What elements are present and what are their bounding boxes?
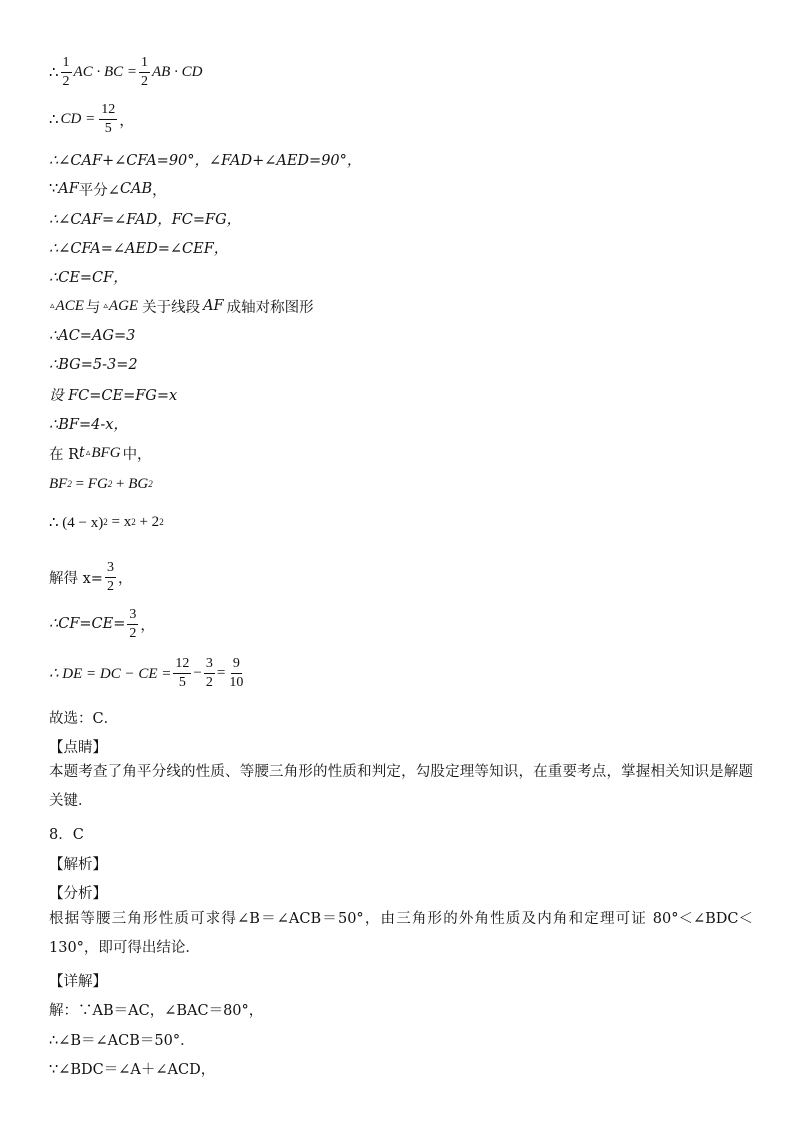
punctuation: ，: [140, 617, 155, 634]
equation-line-1: [49, 54, 203, 89]
segment-label: AF: [58, 181, 79, 197]
text-span: 与: [85, 299, 101, 316]
exponent: 2: [148, 479, 153, 489]
text-line-4: [49, 178, 167, 200]
fraction-one-half: $\frac{1}{2}$: [62, 54, 70, 89]
text-line-13: [49, 442, 152, 464]
text-span: 成轴对称图形: [226, 299, 314, 316]
exponent: 2: [131, 517, 136, 527]
triangle-label: ACE: [55, 297, 84, 314]
operator: =: [71, 475, 88, 492]
text-line-3: ∴∠CAF+∠CFA=90°，∠FAD+∠AED=90°，: [49, 152, 362, 169]
operator: +: [112, 475, 129, 492]
fenxi-paragraph: 根据等腰三角形性质可求得∠B＝∠ACB＝50°，由三角形的外角性质及内角和定理可证 80°＜∠BDC＜130°，即可得出结论．: [49, 911, 753, 956]
solution-line-2: ∴∠B＝∠ACB＝50°．: [49, 1032, 195, 1049]
because-symbol: ∵: [49, 181, 59, 197]
xiangjie-heading: 【详解】: [49, 973, 107, 990]
text-line-8: [49, 295, 314, 317]
triangle-icon: ▵: [103, 301, 108, 311]
text-line-9: ∴AC=AG=3: [49, 328, 136, 344]
triangle-label: BFG: [91, 444, 121, 461]
exponent: 2: [107, 479, 113, 489]
equation-rhs: AB · CD: [152, 63, 203, 80]
text-span: 平分∠: [78, 182, 120, 199]
punctuation: ，: [117, 570, 133, 587]
fraction: $\frac{9}{10}$: [229, 655, 244, 690]
term: + 2: [135, 513, 160, 530]
fraction: $\frac{3}{2}$: [205, 655, 213, 690]
angle-label: CAB: [119, 181, 153, 197]
therefore-symbol: ∴: [49, 111, 59, 128]
solution-line-1: 解：∵AB＝AC，∠BAC＝80°，: [49, 1002, 264, 1019]
dianjing-paragraph: 本题考查了角平分线的性质、等腰三角形的性质和判定，勾股定理等知识，在重要考点，掌握相关知识是解题关键．: [49, 764, 753, 809]
text-line-12: ∴BF=4-x，: [49, 416, 128, 433]
triangle-icon: ▵: [50, 301, 55, 311]
exponent: 2: [67, 479, 72, 489]
equation-line-15: [49, 511, 164, 533]
segment-label: AF: [203, 298, 224, 314]
term: ∴ (4 − x): [49, 514, 104, 531]
fraction: $\frac{12}{5}$: [101, 101, 116, 136]
fenxi-heading: 【分析】: [49, 885, 107, 902]
therefore-symbol: ∴: [49, 64, 59, 81]
text-span: 解得 x=: [49, 570, 103, 587]
term: = x: [107, 513, 132, 530]
equation-line-14: [49, 473, 153, 495]
triangle-icon: ▵: [85, 448, 91, 458]
term: BG: [128, 475, 149, 492]
dianjing-heading: 【点睛】: [49, 739, 107, 756]
text-span: ∴CF=CE=: [49, 616, 126, 632]
exponent: 2: [159, 517, 164, 527]
term: FG: [87, 475, 108, 492]
equation-line-2: [49, 101, 135, 136]
term: ∴ DE = DC − CE =: [49, 665, 172, 682]
triangle-label: AGE: [108, 297, 139, 314]
equation-lhs: CD =: [60, 110, 96, 127]
text-span: 在 R: [49, 446, 80, 463]
text-line-5: ∴∠CAF=∠FAD，FC=FG，: [49, 211, 242, 228]
equation-lhs: AC · BC =: [73, 63, 138, 80]
operator: −: [193, 664, 202, 681]
text-span: t: [79, 445, 85, 461]
fraction: $\frac{12}{5}$: [175, 655, 190, 690]
answer-line: 故选：C．: [49, 710, 119, 727]
equation-line-18: [49, 656, 247, 690]
text-line-10: ∴BG=5-3=2: [49, 357, 138, 373]
equation-line-17: [49, 607, 155, 641]
fraction: $\frac{3}{2}$: [129, 606, 137, 641]
text-line-6: ∴∠CFA=∠AED=∠CEF，: [49, 240, 229, 257]
punctuation: ，: [119, 112, 135, 129]
jiexi-heading: 【解析】: [49, 856, 107, 873]
term: BF: [49, 475, 68, 492]
punctuation: ，: [152, 182, 167, 199]
text-span: 关于线段: [142, 299, 201, 316]
exponent: 2: [103, 517, 108, 527]
equation-line-16: [49, 560, 132, 594]
solution-line-3: ∵∠BDC＝∠A＋∠ACD，: [49, 1061, 216, 1078]
text-span: 中，: [122, 446, 152, 463]
operator: =: [216, 664, 226, 681]
text-line-7: ∴CE=CF，: [49, 269, 128, 286]
text-line-11: 设 FC=CE=FG=x: [49, 387, 178, 404]
question-8-answer: 8．C: [49, 826, 84, 843]
fraction-one-half: $\frac{1}{2}$: [141, 54, 149, 89]
fraction: $\frac{3}{2}$: [106, 559, 114, 594]
